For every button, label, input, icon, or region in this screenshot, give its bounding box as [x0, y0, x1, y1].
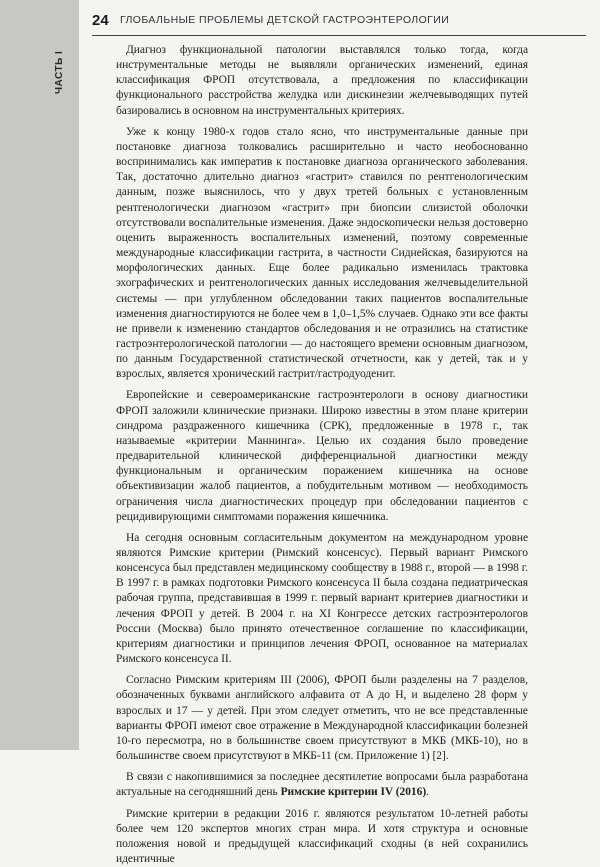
body-text [116, 43, 528, 867]
paragraph: Европейские и североамериканские гастроэнтерологи в основу диагностики ФРОП заложили клинические признаки. Широко известны в этом плане критерии синдрома раздраженного кишечника (СРК), предложенные в 1978 г., так называемые «критерии Маннинга». Целью их создания было проведение предварительной клинической дифференциальной диагностики между функциональным и органическим поражением кишечника на основе объективизации жалоб пациентов, а побудительным мотивом — необходимость ограничения числа диагностических процедур при обследовании пациентов с рецидивирующими симптомами поражения кишечника. [116, 388, 528, 524]
part-sidebar [0, 0, 79, 750]
paragraph: Диагноз функциональной патологии выставлялся только тогда, когда инструментальные методы не выявляли органических изменений, единая классификация ФРОП отсутствовала, а предложения по классификации функционального расстройства желудка или дискинезии желчевыводящих путей базировались в основном на инструментальных критериях. [116, 43, 528, 119]
header-divider [92, 35, 586, 36]
paragraph: Римские критерии в редакции 2016 г. являются результатом 10-летней работы более чем 120 экспертов многих стран мира. И хотя структура и основные положения новой и предыдущей классификаций сходны (в ней сохранились идентичные [116, 807, 528, 867]
part-label: ЧАСТЬ I [54, 42, 74, 102]
paragraph: Согласно Римским критериям III (2006), ФРОП были разделены на 7 разделов, обозначенных буквами английского алфавита от A до H, и выделено 28 форм у взрослых и 17 — у детей. При этом следует отметить, что не все представленные варианты ФРОП имеют свое отражение в Международной классификации болезней 10-го пересмотра, но в большинстве своем присутствуют в МКБ (МКБ-10), но в большинстве своем присутствуют в МКБ-11 (см. Приложение 1) [2]. [116, 673, 528, 764]
paragraph-bold-text: Римские критерии IV (2016) [281, 786, 427, 798]
paragraph-text: В связи с накопившимися за последнее десятилетие вопросами была разработана актуальные на сегодняшний день [116, 771, 528, 798]
running-title: ГЛОБАЛЬНЫЕ ПРОБЛЕМЫ ДЕТСКОЙ ГАСТРОЭНТЕРОЛОГИИ [120, 14, 449, 26]
paragraph: На сегодня основным согласительным документом на международном уровне являются Римские критерии (Римский консенсус). Первый вариант Римского консенсуса был представлен медицинскому сообществу в 1988 г., второй — в 1998 г. В 1997 г. в рамках подготовки Римского консенсуса II была создана педиатрическая рабочая группа, представившая в 1999 г. первый вариант критериев диагностики и лечения ФРОП у детей. В 2004 г. на XI Конгрессе детских гастроэнтерологов России (Москва) было принято отечественное соглашение по классификации, критериям диагностики и принципов лечения ФРОП, основанное на материалах Римского консенсуса II. [116, 531, 528, 667]
paragraph-end: . [426, 786, 429, 798]
page-number: 24 [92, 12, 109, 29]
paragraph [116, 770, 528, 800]
paragraph: Уже к концу 1980-х годов стало ясно, что инструментальные данные при постановке диагноза толковались расширительно и часто необоснованно воспринимались как императив к постановке диагноза органического заболевания. Так, достаточно длительно диагноз «гастрит» ставился по рентгенологическим данным, позже выяснилось, что у двух третей больных с установленным рентгенологически диагнозом «гастрит» при биопсии слизистой оболочки отсутствовали воспалительные изменения. Даже эндоскопически нельзя достоверно оценить выраженность воспалительных изменений, поэтому современные международные классификации гастрита, в частности Сиднейская, базируются на морфологических данных. Еще более радикально изменилась трактовка эхографических и рентгенологических данных исследования желчевыделительной системы — при углубленном обследовании таких пациентов воспалительные изменения диагностируются не более чем в 1,0–1,5% случаев. Однако эти все факты не привели к изменению стандартов обследования и не отразились на статистике гастроэнтерологической патологии — до настоящего времени основным диагнозом, по данным Государственной статистической отчетности, как у детей, так и у взрослых, является хронический гастрит/гастродуоденит. [116, 125, 528, 383]
